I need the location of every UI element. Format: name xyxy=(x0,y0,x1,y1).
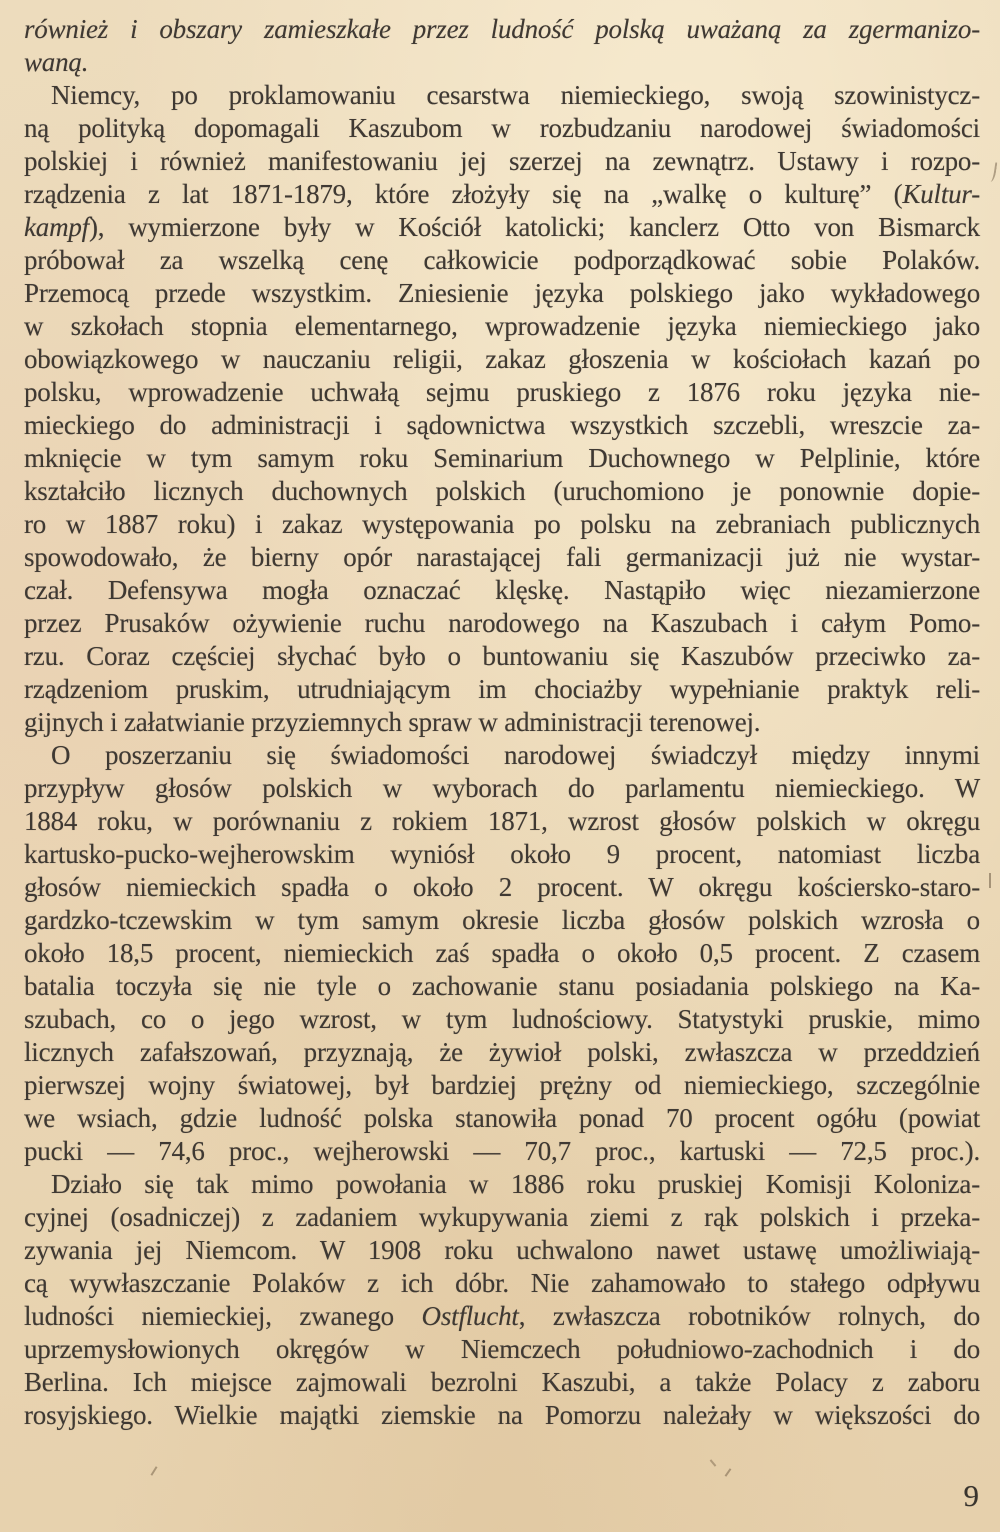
text-line xyxy=(24,838,980,871)
text-line xyxy=(24,376,980,409)
body-text: polsku, wprowadzenie uchwałą sejmu pruskiego z 1876 roku języka nie- xyxy=(24,377,980,407)
body-text: we wsiach, gdzie ludność polska stanowiła ponad 70 procent ogółu (powiat xyxy=(24,1103,980,1133)
body-text: mieckiego do administracji i sądownictwa wszystkich szczebli, wreszcie za- xyxy=(24,410,980,440)
body-text: pierwszej wojny światowej, był bardziej prężny od niemieckiego, szczególnie xyxy=(24,1070,980,1100)
text-line xyxy=(24,79,980,112)
italic-text: Ostflucht xyxy=(421,1301,519,1331)
body-text: rosyjskiego. Wielkie majątki ziemskie na Pomorzu należały w większości do xyxy=(24,1400,980,1430)
text-line xyxy=(24,1168,980,1201)
body-text: gardzko-tczewskim w tym samym okresie liczba głosów polskich wzrosła o xyxy=(24,905,980,935)
scan-artifact xyxy=(151,1466,158,1476)
paragraph xyxy=(24,13,980,79)
text-line xyxy=(24,1102,980,1135)
body-text: szubach, co o jego wzrost, w tym ludnościowy. Statystyki pruskie, mimo xyxy=(24,1004,980,1034)
text-line xyxy=(24,1399,980,1432)
body-text: około 18,5 procent, niemieckich zaś spadła o około 0,5 procent. Z czasem xyxy=(24,938,980,968)
body-text: zywania jej Niemcom. W 1908 roku uchwalono nawet ustawę umożliwiają- xyxy=(24,1235,980,1265)
body-text: Berlina. Ich miejsce zajmowali bezrolni Kaszubi, a także Polacy z zaboru xyxy=(24,1367,980,1397)
text-line xyxy=(24,1300,980,1333)
text-line xyxy=(24,1003,980,1036)
body-text: obowiązkowego w nauczaniu religii, zakaz głoszenia w kościołach kazań po xyxy=(24,344,980,374)
paragraph xyxy=(24,1168,980,1432)
body-text: cą wywłaszczanie Polaków z ich dóbr. Nie zahamowało to stałego odpływu xyxy=(24,1268,980,1298)
body-text: 1884 roku, w porównaniu z rokiem 1871, wzrost głosów polskich w okręgu xyxy=(24,806,980,836)
body-text: w szkołach stopnia elementarnego, wprowadzenie języka niemieckiego jako xyxy=(24,311,980,341)
text-line xyxy=(24,244,980,277)
body-text: ludności niemieckiej, zwanego xyxy=(24,1301,422,1331)
text-line xyxy=(24,508,980,541)
text-line xyxy=(24,211,980,244)
scan-artifact xyxy=(989,873,991,888)
text-line xyxy=(24,1333,980,1366)
text-line xyxy=(24,178,980,211)
body-text: rzu. Coraz częściej słychać było o buntowaniu się Kaszubów przeciwko za- xyxy=(24,641,980,671)
text-line xyxy=(24,1036,980,1069)
text-line xyxy=(24,574,980,607)
body-text: cyjnej (osadniczej) z zadaniem wykupywania ziemi z rąk polskich i przeka- xyxy=(24,1202,980,1232)
body-text: rządzenia z lat 1871-1879, które złożyły się na „walkę o kulturę” ( xyxy=(24,179,903,209)
body-text: przypływ głosów polskich w wyborach do parlamentu niemieckiego. W xyxy=(24,773,980,803)
text-line xyxy=(24,739,980,772)
body-text: mknięcie w tym samym roku Seminarium Duchownego w Pelplinie, które xyxy=(24,443,980,473)
text-line xyxy=(24,904,980,937)
text-line xyxy=(24,607,980,640)
body-text: gijnych i załatwianie przyziemnych spraw w administracji terenowej. xyxy=(24,707,761,737)
text-line xyxy=(24,970,980,1003)
scan-artifact xyxy=(710,1459,717,1466)
scan-artifact xyxy=(725,1468,732,1477)
text-line xyxy=(24,1135,980,1168)
body-text: przez Prusaków ożywienie ruchu narodowego na Kaszubach i całym Pomo- xyxy=(24,608,980,638)
text-line xyxy=(24,640,980,673)
body-text: spowodowało, że bierny opór narastającej fali germanizacji już nie wystar- xyxy=(24,542,980,572)
body-text: , zwłaszcza robotników rolnych, do xyxy=(518,1301,980,1331)
italic-text: waną. xyxy=(24,47,89,77)
text-line xyxy=(24,442,980,475)
text-line xyxy=(24,772,980,805)
text-line xyxy=(24,145,980,178)
text-line xyxy=(24,1069,980,1102)
italic-text: również i obszary zamieszkałe przez ludność polską uważaną za zgermanizo- xyxy=(24,14,980,44)
paragraph xyxy=(24,739,980,1168)
text-line xyxy=(24,343,980,376)
text-line xyxy=(24,673,980,706)
body-text: próbował za wszelką cenę całkowicie podporządkować sobie Polaków. xyxy=(24,245,980,275)
italic-text: kampf xyxy=(24,212,89,242)
text-line xyxy=(24,277,980,310)
text-line xyxy=(24,409,980,442)
body-text: polskiej i również manifestowaniu jej szerzej na zewnątrz. Ustawy i rozpo- xyxy=(24,146,980,176)
paragraph xyxy=(24,79,980,739)
text-line xyxy=(24,112,980,145)
text-line xyxy=(24,805,980,838)
body-text: licznych zafałszowań, przyznają, że żywioł polski, zwłaszcza w przeddzień xyxy=(24,1037,980,1067)
text-line xyxy=(24,1234,980,1267)
body-text: Działo się tak mimo powołania w 1886 roku pruskiej Komisji Koloniza- xyxy=(51,1169,980,1199)
body-text: kształciło licznych duchownych polskich (uruchomiono je ponownie dopie- xyxy=(24,476,980,506)
italic-text: Kultur- xyxy=(902,179,980,209)
body-text: głosów niemieckich spadła o około 2 procent. W okręgu kościersko-staro- xyxy=(24,872,980,902)
body-text: Niemcy, po proklamowaniu cesarstwa niemieckiego, swoją szowinistycz- xyxy=(51,80,980,110)
text-line xyxy=(24,541,980,574)
text-line xyxy=(24,1267,980,1300)
text-line xyxy=(24,1366,980,1399)
body-text: O poszerzaniu się świadomości narodowej świadczył między innymi xyxy=(51,740,980,770)
body-text: kartusko-pucko-wejherowskim wyniósł około 9 procent, natomiast liczba xyxy=(24,839,980,869)
body-text: pucki — 74,6 proc., wejherowski — 70,7 proc., kartuski — 72,5 proc.). xyxy=(24,1136,980,1166)
text-line xyxy=(24,706,980,739)
body-text: batalia toczyła się nie tyle o zachowanie stanu posiadania polskiego na Ka- xyxy=(24,971,980,1001)
text-line xyxy=(24,1201,980,1234)
body-text: ną polityką dopomagali Kaszubom w rozbudzaniu narodowej świadomości xyxy=(24,113,980,143)
page-number: 9 xyxy=(963,1478,979,1513)
body-text: Przemocą przede wszystkim. Zniesienie języka polskiego jako wykładowego xyxy=(24,278,980,308)
body-text: uprzemysłowionych okręgów w Niemczech południowo-zachodnich i do xyxy=(24,1334,980,1364)
scan-artifact xyxy=(988,162,998,183)
text-block xyxy=(24,13,980,1432)
text-line xyxy=(24,937,980,970)
body-text: ro w 1887 roku) i zakaz występowania po polsku na zebraniach publicznych xyxy=(24,509,980,539)
text-line xyxy=(24,475,980,508)
text-line xyxy=(24,871,980,904)
text-line xyxy=(24,46,980,79)
text-line xyxy=(24,13,980,46)
text-line xyxy=(24,310,980,343)
body-text: rządzeniom pruskim, utrudniającym im chociażby wypełnianie praktyk reli- xyxy=(24,674,980,704)
body-text: czał. Defensywa mogła oznaczać klęskę. Nastąpiło więc niezamierzone xyxy=(24,575,980,605)
body-text: ), wymierzone były w Kościół katolicki; kanclerz Otto von Bismarck xyxy=(88,212,980,242)
